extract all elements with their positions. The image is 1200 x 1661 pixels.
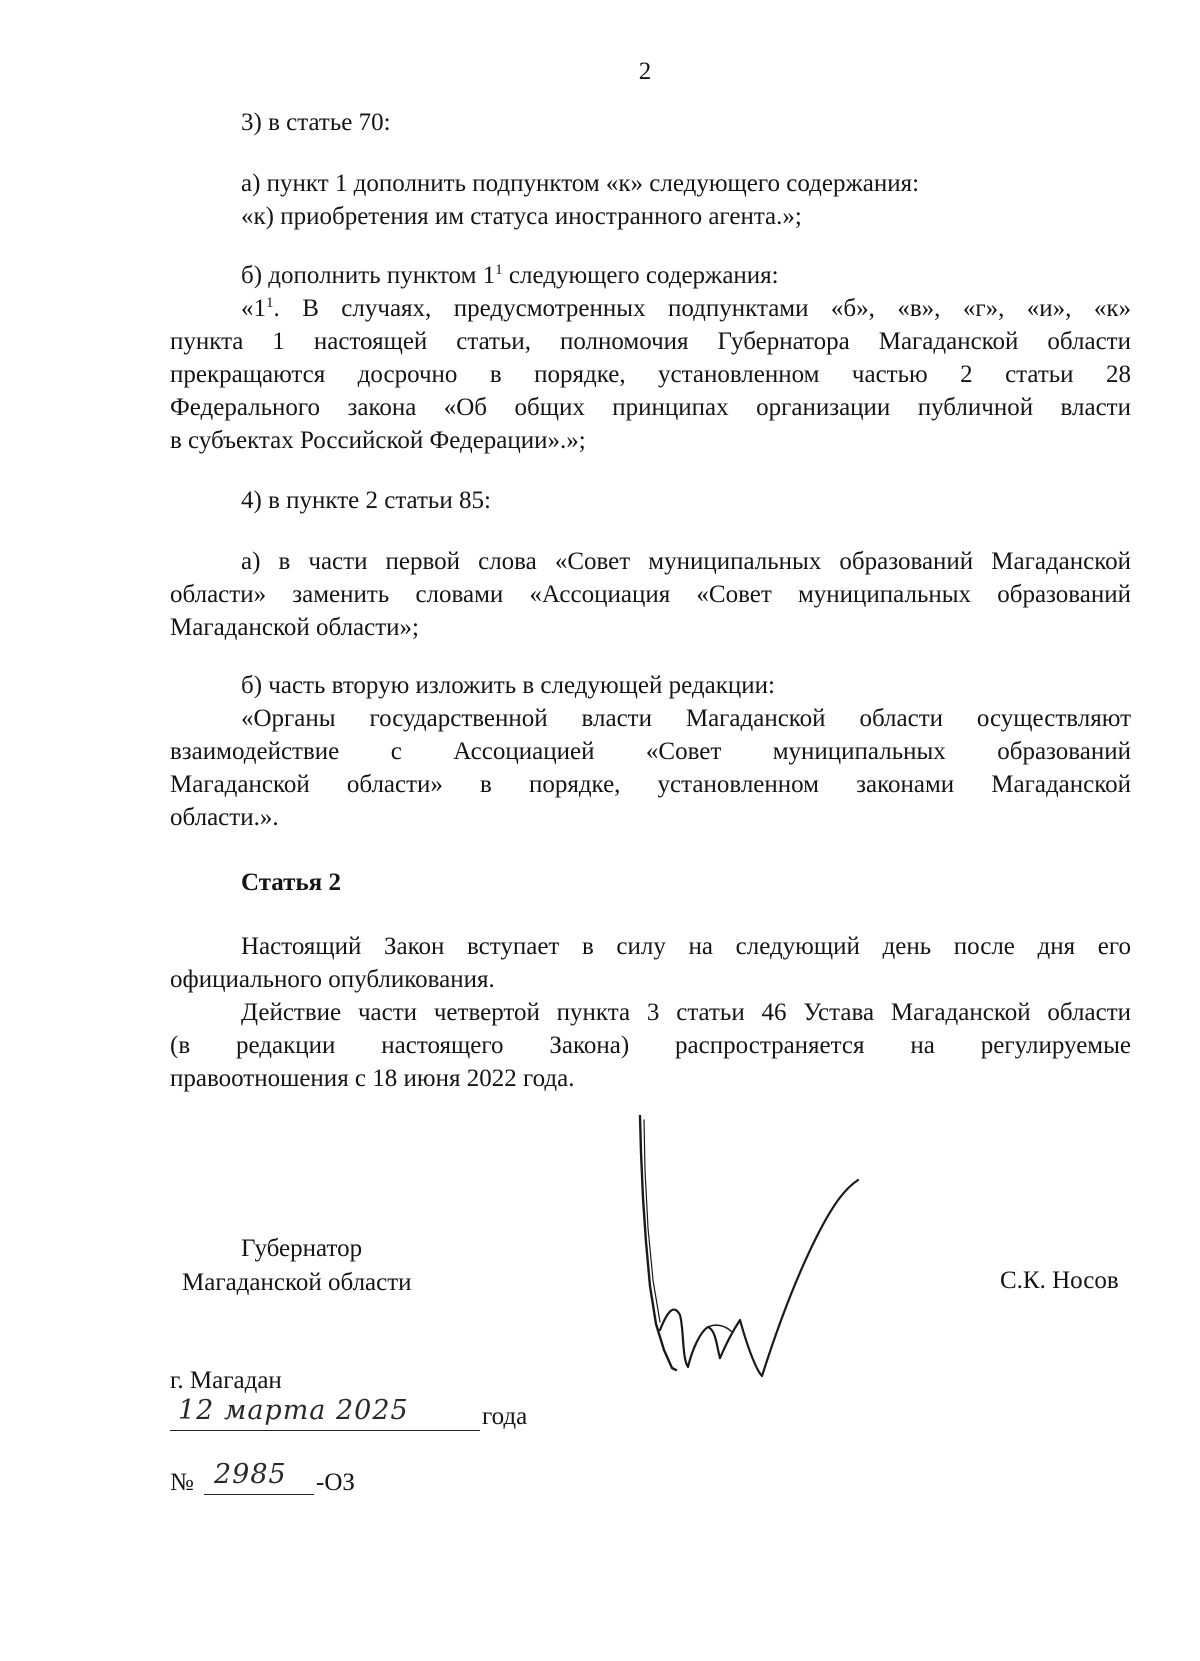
article2-p2-line1: Действие части четвертой пункта 3 статьи 46 Устава Магаданской области [241,999,1131,1026]
item4a-line1: а) в части первой слова «Совет муниципальных образований Магаданской [241,548,1131,575]
article2-heading: Статья 2 [241,869,341,896]
signatory-title-line1: Губернатор [241,1235,363,1262]
item3b-quote-line3: прекращаются досрочно в порядке, установленном частью 2 статьи 28 [170,361,1131,388]
number-underline [204,1494,314,1495]
number-prefix: № [170,1469,194,1496]
number-suffix: -ОЗ [316,1469,355,1496]
signatory-name: С.К. Носов [1000,1267,1119,1294]
item4a-line2: области» заменить словами «Ассоциация «Совет муниципальных образований [170,581,1131,608]
item3a-text: а) пункт 1 дополнить подпунктом «к» следующего содержания: [241,170,920,197]
item3b-quote-line2: пункта 1 настоящей статьи, полномочия Губернатора Магаданской области [170,328,1131,355]
item3b-quote-line1: «$1^1$. В случаях, предусмотренных подпунктами «б», «в», «г», «и», «к» [241,295,1131,322]
item3a-quote: «к) приобретения им статуса иностранного агента.»; [241,203,802,230]
handwritten-signature [620,1110,880,1390]
item3b-quote-line4: Федерального закона «Об общих принципах организации публичной власти [170,394,1131,421]
date-underline [170,1430,480,1431]
date-suffix: года [482,1403,528,1430]
item4b-quote-line4: области.». [170,804,279,831]
item3b-quote-line5: в субъектах Российской Федерации».»; [170,427,586,454]
item4b-quote-line2: взаимодействие с Ассоциацией «Совет муниципальных образований [170,738,1131,765]
article2-p2-line2: (в редакции настоящего Закона) распространяется на регулируемые [170,1032,1131,1059]
item4a-line3: Магаданской области»; [170,614,419,641]
item4b-text: б) часть вторую изложить в следующей редакции: [241,672,775,699]
article2-p2-line3: правоотношения с 18 июня 2022 года. [170,1065,575,1092]
page-number: 2 [638,58,652,85]
article2-p1-line2: официального опубликования. [170,966,495,993]
item4b-quote-line1: «Органы государственной власти Магаданской области осуществляют [241,705,1131,732]
city-label: г. Магадан [170,1367,282,1394]
signatory-title-line2: Магаданской области [182,1269,412,1296]
item4b-quote-line3: Магаданской области» в порядке, установленном законами Магаданской [170,771,1131,798]
number-handwritten: 2985 [214,1459,287,1490]
item3-heading: 3) в статье 70: [241,109,391,136]
item4-heading: 4) в пункте 2 статьи 85: [241,487,491,514]
item3b-text: б) дополнить пунктом $1^1$ следующего содержания: [241,262,779,289]
date-handwritten: 12 марта 2025 [178,1395,409,1426]
article2-p1-line1: Настоящий Закон вступает в силу на следующий день после дня его [241,933,1131,960]
